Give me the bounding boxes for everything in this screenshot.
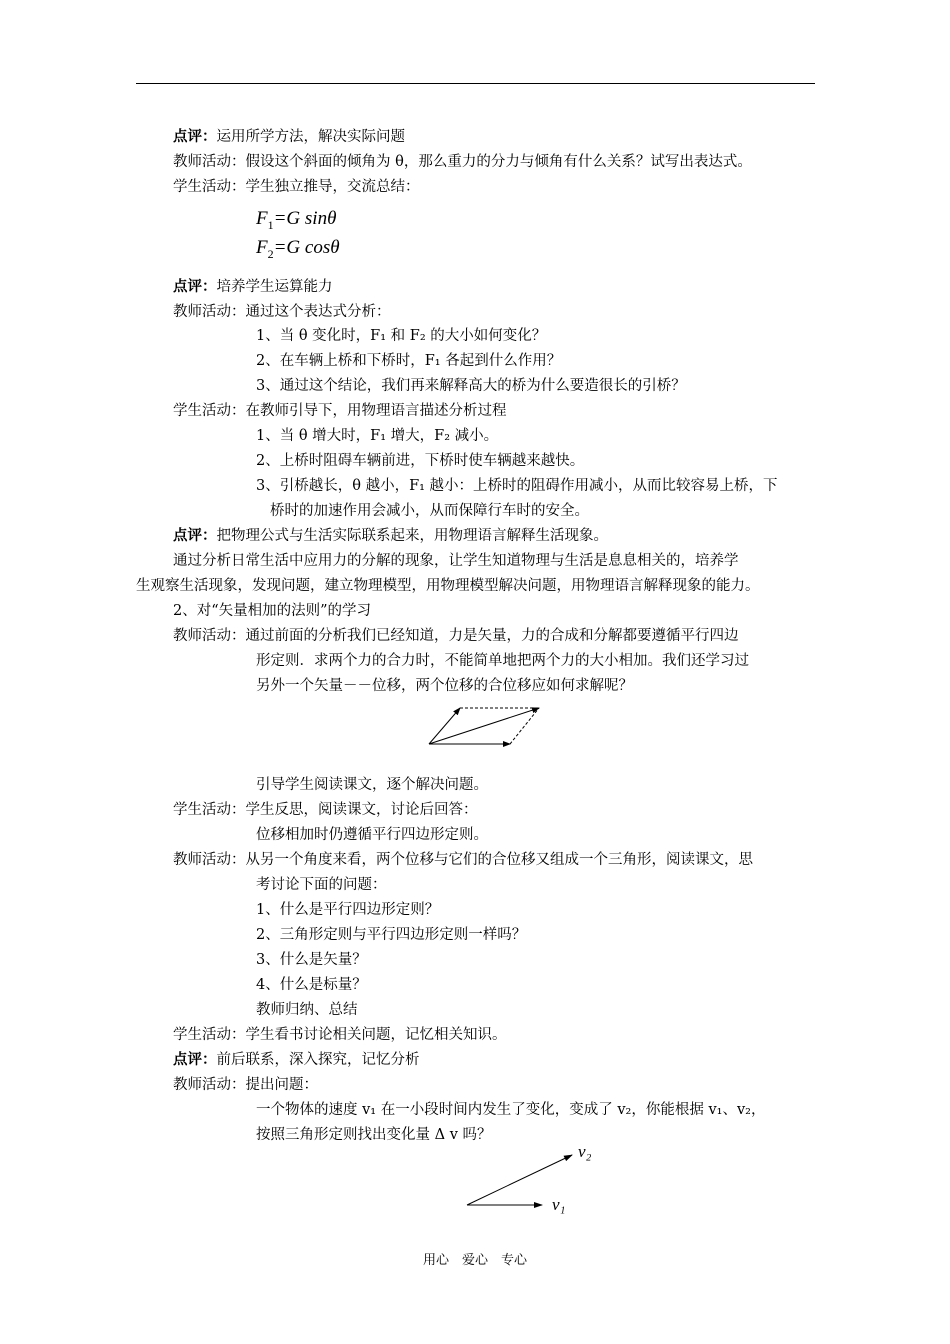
formula-f1: $F_1=G$ sinθ [256, 208, 337, 232]
question-item: 3、通过这个结论，我们再来解释高大的桥为什么要造很长的引桥？ [256, 378, 686, 394]
teacher-activity-line: 教师活动：假设这个斜面的倾角为 θ，那么重力的分力与倾角有什么关系？试写出表达式。 [173, 154, 752, 170]
question-item: 1、什么是平行四边形定则？ [256, 902, 440, 918]
answer-item: 位移相加时仍遵循平行四边形定则。 [256, 827, 488, 843]
question-item: 2、在车辆上桥和下桥时，F₁ 各起到什么作用？ [256, 353, 562, 369]
teacher-activity-line: 教师活动：从另一个角度来看，两个位移与它们的合位移又组成一个三角形，阅读课文，思 [173, 852, 753, 868]
guidance-line: 引导学生阅读课文，逐个解决问题。 [256, 777, 488, 793]
velocity-vector-diagram [464, 1142, 604, 1212]
question-item: 1、当 θ 变化时，F₁ 和 F₂ 的大小如何变化？ [256, 328, 547, 344]
student-activity-line: 学生活动：在教师引导下，用物理语言描述分析过程 [173, 403, 507, 419]
paragraph-line: 生观察生活现象，发现问题，建立物理模型，用物理模型解决问题，用物理语言解释现象的能力。 [136, 578, 760, 594]
paragraph-line: 通过分析日常生活中应用力的分解的现象，让学生知道物理与生活是息息相关的，培养学 [173, 553, 739, 569]
teacher-activity-line: 教师活动：通过这个表达式分析： [173, 304, 391, 320]
question-item: 4、什么是标量？ [256, 977, 367, 993]
question-item: 3、什么是矢量？ [256, 952, 367, 968]
student-activity-line: 学生活动：学生看书讨论相关问题，记忆相关知识。 [173, 1027, 507, 1043]
answer-item: 3、引桥越长，θ 越小，F₁ 越小：上桥时的阻碍作用减小，从而比较容易上桥，下 [256, 478, 778, 494]
problem-line: 按照三角形定则找出变化量 Δ v 吗？ [256, 1127, 492, 1143]
label-v2: v₂ [578, 1142, 592, 1161]
answer-item: 1、当 θ 增大时，F₁ 增大，F₂ 减小。 [256, 428, 499, 444]
student-activity-line: 学生活动：学生独立推导，交流总结： [173, 179, 420, 195]
question-item: 2、三角形定则与平行四边形定则一样吗？ [256, 927, 527, 943]
section-heading: 2、对“矢量相加的法则”的学习 [173, 603, 372, 619]
comment-line: 点评：培养学生运算能力 [173, 278, 333, 295]
teacher-activity-continued: 考讨论下面的问题： [256, 877, 387, 893]
page-footer: 用心 爱心 专心 [422, 1253, 527, 1268]
vector-resultant [429, 708, 539, 744]
teacher-activity-line: 教师活动：提出问题： [173, 1077, 318, 1093]
header-rule [136, 83, 815, 84]
parallelogram-diagram [426, 704, 546, 748]
formula-f2: $F_2=G$ cosθ [256, 237, 340, 261]
comment-line: 点评：把物理公式与生活实际联系起来，用物理语言解释生活现象。 [173, 527, 608, 544]
label-v1: v₁ [552, 1195, 566, 1214]
answer-item-continued: 桥时的加速作用会减小，从而保障行车时的安全。 [270, 503, 589, 519]
teacher-activity-continued: 形定则．求两个力的合力时，不能简单地把两个力的大小相加。我们还学习过 [256, 653, 749, 669]
comment-line: 点评：运用所学方法，解决实际问题 [173, 128, 405, 145]
problem-line: 一个物体的速度 v₁ 在一小段时间内发生了变化，变成了 v₂，你能根据 v₁、v₂， [256, 1102, 766, 1118]
comment-line: 点评：前后联系，深入探究，记忆分析 [173, 1051, 420, 1068]
summary-line: 教师归纳、总结 [256, 1002, 358, 1018]
teacher-activity-continued: 另外一个矢量－－位移，两个位移的合位移应如何求解呢？ [256, 678, 633, 694]
dashed-side-right [510, 708, 539, 744]
student-activity-line: 学生活动：学生反思，阅读课文，讨论后回答： [173, 802, 478, 818]
teacher-activity-line: 教师活动：通过前面的分析我们已经知道，力是矢量，力的合成和分解都要遵循平行四边 [173, 628, 739, 644]
answer-item: 2、上桥时阻碍车辆前进，下桥时使车辆越来越快。 [256, 453, 585, 469]
